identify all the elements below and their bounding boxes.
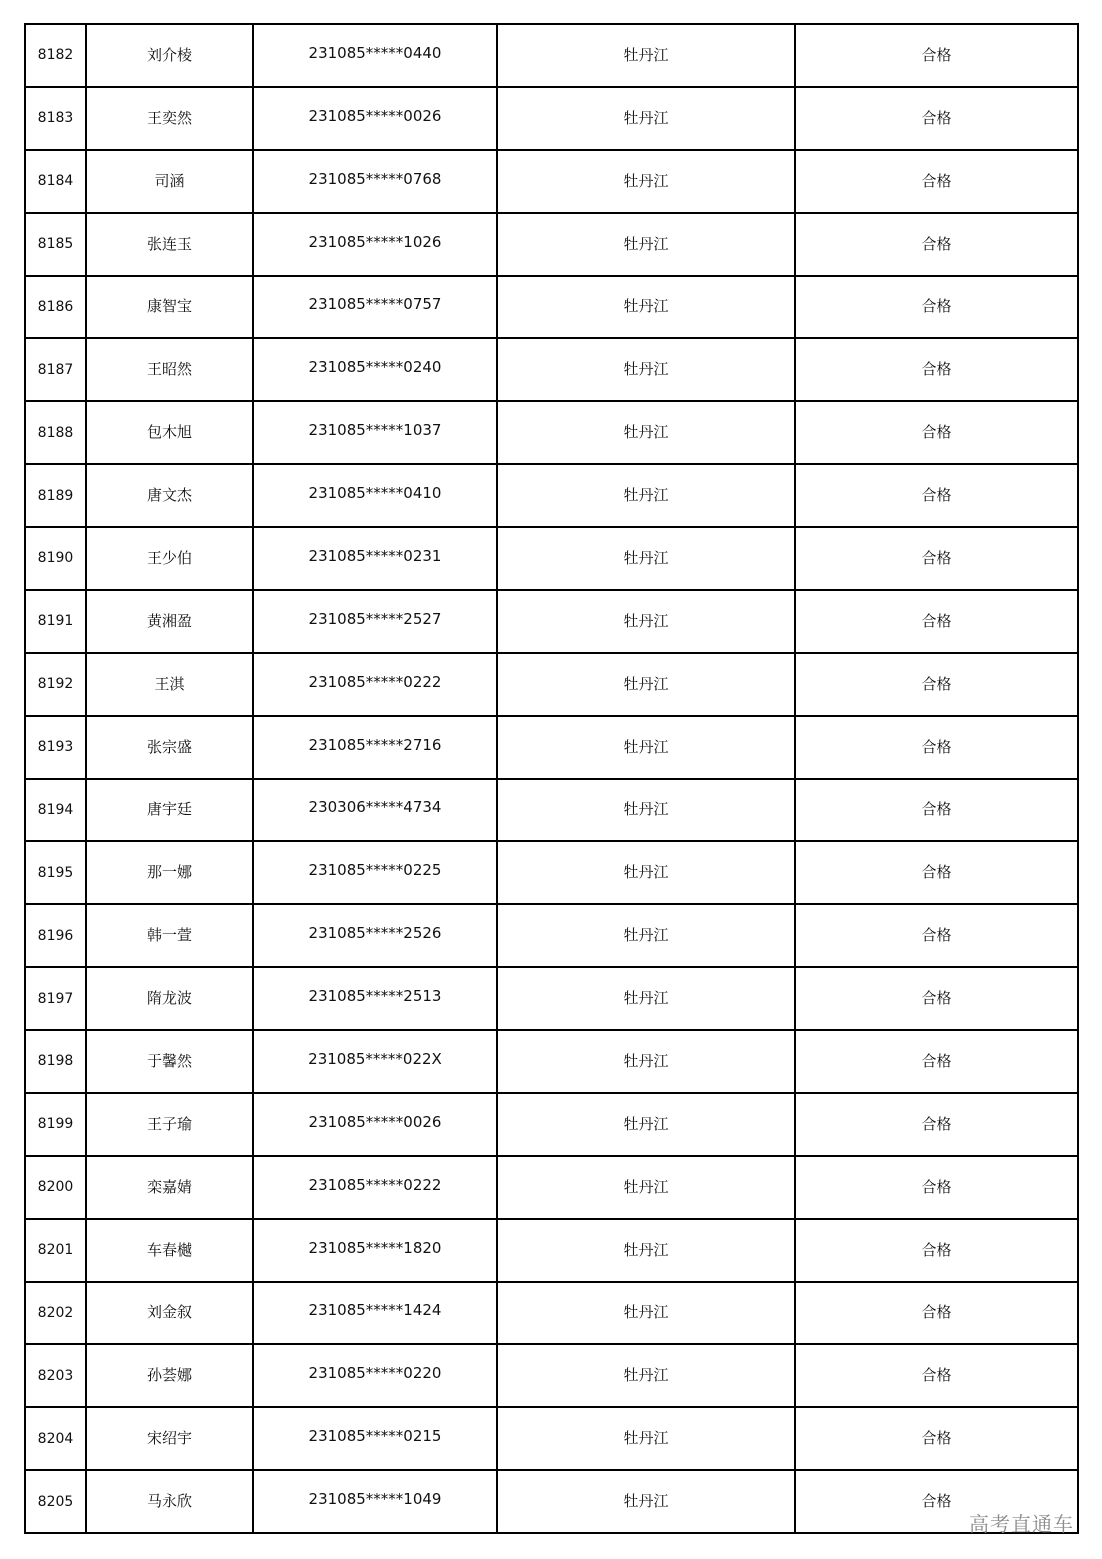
table-row <box>25 276 1078 339</box>
cell-number: 8187 <box>25 338 86 401</box>
cell-id-number: 231085*****1049 <box>253 1470 497 1533</box>
cell-city: 牡丹江 <box>497 464 795 527</box>
table-row <box>25 213 1078 276</box>
table-row <box>25 1093 1078 1156</box>
table-row <box>25 967 1078 1030</box>
cell-number: 8184 <box>25 150 86 213</box>
cell-result: 合格 <box>795 1470 1078 1533</box>
cell-city: 牡丹江 <box>497 1470 795 1533</box>
cell-city: 牡丹江 <box>497 716 795 779</box>
cell-city: 牡丹江 <box>497 1282 795 1345</box>
cell-city: 牡丹江 <box>497 1093 795 1156</box>
cell-city: 牡丹江 <box>497 87 795 150</box>
watermark-text: 高考直通车 <box>969 1512 1074 1536</box>
cell-result: 合格 <box>795 276 1078 339</box>
cell-city: 牡丹江 <box>497 527 795 590</box>
cell-result: 合格 <box>795 1030 1078 1093</box>
cell-result: 合格 <box>795 213 1078 276</box>
cell-number: 8200 <box>25 1156 86 1219</box>
cell-number: 8199 <box>25 1093 86 1156</box>
cell-city: 牡丹江 <box>497 213 795 276</box>
cell-id-number: 231085*****0410 <box>253 464 497 527</box>
cell-result: 合格 <box>795 24 1078 87</box>
table-row <box>25 1344 1078 1407</box>
results-table <box>24 23 1079 1534</box>
cell-name: 马永欣 <box>86 1470 253 1533</box>
cell-name: 孙荟娜 <box>86 1344 253 1407</box>
cell-name: 栾嘉婧 <box>86 1156 253 1219</box>
cell-id-number: 231085*****0220 <box>253 1344 497 1407</box>
cell-name: 包木旭 <box>86 401 253 464</box>
cell-city: 牡丹江 <box>497 1344 795 1407</box>
table-row <box>25 87 1078 150</box>
cell-result: 合格 <box>795 527 1078 590</box>
cell-number: 8203 <box>25 1344 86 1407</box>
table-row <box>25 653 1078 716</box>
cell-result: 合格 <box>795 338 1078 401</box>
cell-name: 于馨然 <box>86 1030 253 1093</box>
cell-number: 8183 <box>25 87 86 150</box>
table-row <box>25 1219 1078 1282</box>
cell-name: 唐宇廷 <box>86 779 253 842</box>
cell-number: 8205 <box>25 1470 86 1533</box>
cell-city: 牡丹江 <box>497 1156 795 1219</box>
cell-id-number: 231085*****022X <box>253 1030 497 1093</box>
cell-number: 8185 <box>25 213 86 276</box>
cell-result: 合格 <box>795 1156 1078 1219</box>
table-row <box>25 904 1078 967</box>
cell-city: 牡丹江 <box>497 1407 795 1470</box>
cell-name: 韩一萱 <box>86 904 253 967</box>
table-row <box>25 590 1078 653</box>
table-row <box>25 779 1078 842</box>
cell-result: 合格 <box>795 779 1078 842</box>
cell-id-number: 231085*****2513 <box>253 967 497 1030</box>
cell-number: 8182 <box>25 24 86 87</box>
table-row <box>25 24 1078 87</box>
cell-name: 宋绍宇 <box>86 1407 253 1470</box>
cell-number: 8201 <box>25 1219 86 1282</box>
table-row <box>25 1470 1078 1533</box>
cell-result: 合格 <box>795 904 1078 967</box>
cell-number: 8195 <box>25 841 86 904</box>
cell-city: 牡丹江 <box>497 276 795 339</box>
cell-name: 王少伯 <box>86 527 253 590</box>
cell-name: 车春樾 <box>86 1219 253 1282</box>
cell-id-number: 231085*****0026 <box>253 87 497 150</box>
cell-result: 合格 <box>795 1093 1078 1156</box>
cell-city: 牡丹江 <box>497 841 795 904</box>
table-row <box>25 1030 1078 1093</box>
cell-number: 8188 <box>25 401 86 464</box>
cell-number: 8198 <box>25 1030 86 1093</box>
cell-result: 合格 <box>795 1219 1078 1282</box>
cell-id-number: 231085*****0225 <box>253 841 497 904</box>
cell-id-number: 231085*****0757 <box>253 276 497 339</box>
cell-number: 8204 <box>25 1407 86 1470</box>
cell-number: 8186 <box>25 276 86 339</box>
table-row <box>25 716 1078 779</box>
cell-number: 8189 <box>25 464 86 527</box>
cell-id-number: 231085*****2527 <box>253 590 497 653</box>
cell-name: 唐文杰 <box>86 464 253 527</box>
cell-id-number: 231085*****0215 <box>253 1407 497 1470</box>
cell-city: 牡丹江 <box>497 967 795 1030</box>
cell-city: 牡丹江 <box>497 338 795 401</box>
results-table-body <box>25 24 1078 1533</box>
cell-id-number: 231085*****0231 <box>253 527 497 590</box>
cell-name: 黄湘盈 <box>86 590 253 653</box>
table-row <box>25 338 1078 401</box>
cell-result: 合格 <box>795 653 1078 716</box>
cell-id-number: 231085*****0768 <box>253 150 497 213</box>
cell-id-number: 230306*****4734 <box>253 779 497 842</box>
cell-city: 牡丹江 <box>497 590 795 653</box>
cell-id-number: 231085*****0222 <box>253 653 497 716</box>
cell-result: 合格 <box>795 841 1078 904</box>
cell-number: 8194 <box>25 779 86 842</box>
cell-city: 牡丹江 <box>497 904 795 967</box>
cell-city: 牡丹江 <box>497 24 795 87</box>
table-row <box>25 150 1078 213</box>
cell-name: 刘金叙 <box>86 1282 253 1345</box>
cell-name: 康智宝 <box>86 276 253 339</box>
table-row <box>25 464 1078 527</box>
cell-number: 8190 <box>25 527 86 590</box>
cell-name: 王奕然 <box>86 87 253 150</box>
cell-id-number: 231085*****1026 <box>253 213 497 276</box>
cell-result: 合格 <box>795 150 1078 213</box>
cell-city: 牡丹江 <box>497 1219 795 1282</box>
cell-result: 合格 <box>795 1344 1078 1407</box>
cell-name: 司涵 <box>86 150 253 213</box>
cell-id-number: 231085*****2716 <box>253 716 497 779</box>
table-row <box>25 527 1078 590</box>
cell-result: 合格 <box>795 1282 1078 1345</box>
cell-city: 牡丹江 <box>497 150 795 213</box>
cell-number: 8191 <box>25 590 86 653</box>
cell-result: 合格 <box>795 716 1078 779</box>
cell-result: 合格 <box>795 1407 1078 1470</box>
cell-id-number: 231085*****2526 <box>253 904 497 967</box>
cell-city: 牡丹江 <box>497 401 795 464</box>
cell-name: 刘介棱 <box>86 24 253 87</box>
cell-number: 8193 <box>25 716 86 779</box>
cell-city: 牡丹江 <box>497 1030 795 1093</box>
cell-name: 张宗盛 <box>86 716 253 779</box>
cell-result: 合格 <box>795 967 1078 1030</box>
cell-number: 8197 <box>25 967 86 1030</box>
cell-result: 合格 <box>795 87 1078 150</box>
cell-name: 隋龙波 <box>86 967 253 1030</box>
table-row <box>25 1156 1078 1219</box>
cell-name: 王子瑜 <box>86 1093 253 1156</box>
cell-name: 那一娜 <box>86 841 253 904</box>
cell-id-number: 231085*****1424 <box>253 1282 497 1345</box>
cell-number: 8196 <box>25 904 86 967</box>
cell-result: 合格 <box>795 464 1078 527</box>
cell-id-number: 231085*****0440 <box>253 24 497 87</box>
cell-name: 王昭然 <box>86 338 253 401</box>
cell-result: 合格 <box>795 401 1078 464</box>
table-row <box>25 841 1078 904</box>
cell-id-number: 231085*****0222 <box>253 1156 497 1219</box>
cell-number: 8192 <box>25 653 86 716</box>
cell-name: 张连玉 <box>86 213 253 276</box>
cell-name: 王淇 <box>86 653 253 716</box>
cell-id-number: 231085*****0026 <box>253 1093 497 1156</box>
table-row <box>25 1282 1078 1345</box>
cell-number: 8202 <box>25 1282 86 1345</box>
cell-id-number: 231085*****1820 <box>253 1219 497 1282</box>
table-row <box>25 1407 1078 1470</box>
cell-city: 牡丹江 <box>497 653 795 716</box>
table-row <box>25 401 1078 464</box>
cell-city: 牡丹江 <box>497 779 795 842</box>
cell-id-number: 231085*****1037 <box>253 401 497 464</box>
cell-result: 合格 <box>795 590 1078 653</box>
cell-id-number: 231085*****0240 <box>253 338 497 401</box>
